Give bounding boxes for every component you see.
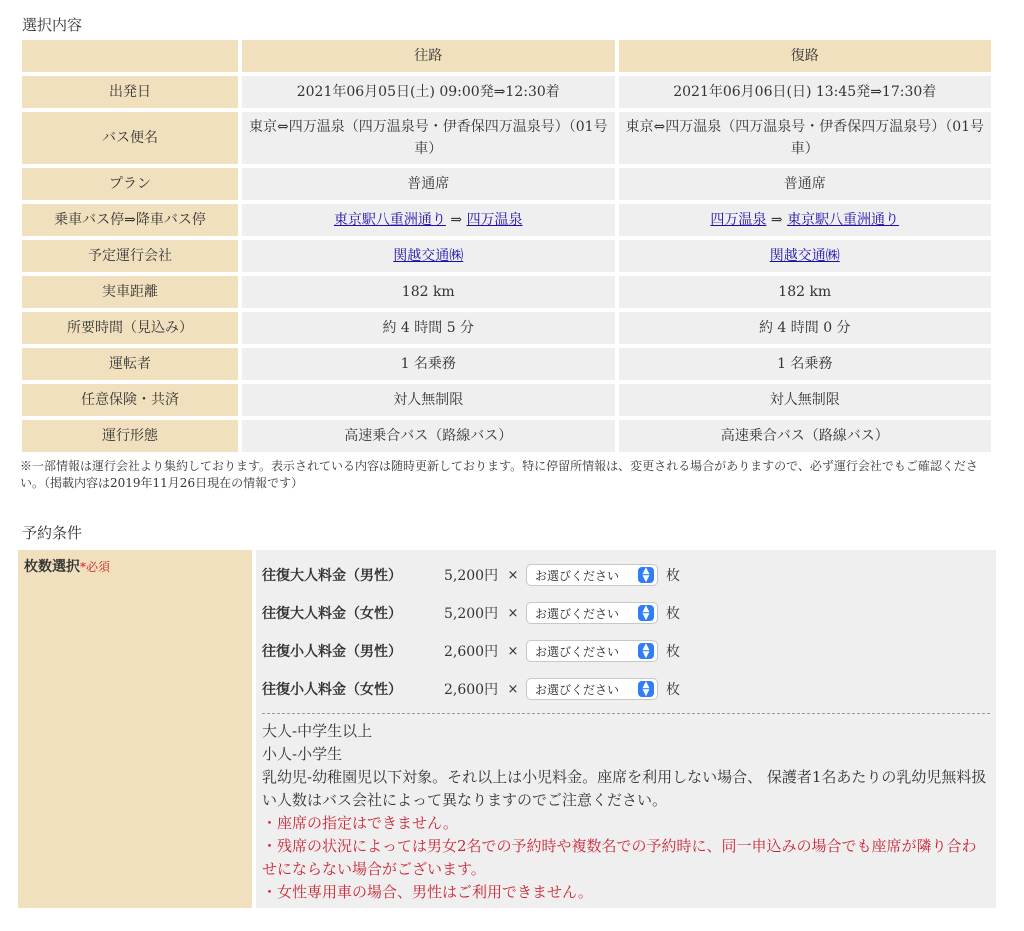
chevron-updown-icon: ▲ ▼ <box>638 643 654 659</box>
outbound-departure: 2021年06月05日(土) 09:00発⇒12:30着 <box>242 76 615 108</box>
row-label: 出発日 <box>22 76 238 108</box>
ticket-count-label-cell <box>18 550 252 908</box>
quantity-select-adult-male[interactable] <box>526 564 658 586</box>
quantity-select-child-female[interactable] <box>526 678 658 700</box>
return-boarding-stop-link[interactable]: 四万温泉 <box>710 212 767 228</box>
table-row <box>22 240 991 272</box>
outbound-duration: 約 4 時間 5 分 <box>242 312 615 344</box>
return-insurance: 対人無制限 <box>619 384 992 416</box>
selection-table <box>18 36 995 456</box>
return-operator <box>619 240 992 272</box>
outbound-bus-name: 東京⇔四万温泉（四万温泉号・伊香保四万温泉号）（01号車） <box>242 112 615 164</box>
select-value: お選びください <box>535 682 620 697</box>
row-label: 実車距離 <box>22 276 238 308</box>
outbound-operator-link[interactable]: 関越交通㈱ <box>393 248 464 264</box>
select-value: お選びください <box>535 644 620 659</box>
child-definition: 小人-小学生 <box>262 745 343 763</box>
arrow-text: ⇒ <box>445 212 467 228</box>
return-drivers: 1 名乗務 <box>619 348 992 380</box>
outbound-plan: 普通席 <box>242 168 615 200</box>
unit-label: 枚 <box>666 568 680 584</box>
divider <box>262 713 990 714</box>
unit-label: 枚 <box>666 606 680 622</box>
unit-label: 枚 <box>666 644 680 660</box>
adult-definition: 大人-中学生以上 <box>262 722 373 740</box>
chevron-updown-icon: ▲ ▼ <box>638 567 654 583</box>
fare-name: 往復小人料金（女性） <box>262 682 402 698</box>
return-operator-link[interactable]: 関越交通㈱ <box>769 248 840 264</box>
row-label: 運行形態 <box>22 420 238 452</box>
required-mark: *必須 <box>80 560 111 574</box>
return-departure: 2021年06月06日(日) 13:45発⇒17:30着 <box>619 76 992 108</box>
ticket-count-label: 枚数選択 <box>24 559 80 575</box>
row-label: 任意保険・共済 <box>22 384 238 416</box>
quantity-select-child-male[interactable] <box>526 640 658 662</box>
table-row <box>22 420 991 452</box>
selection-section-title: 選択内容 <box>22 16 83 34</box>
table-row <box>22 384 991 416</box>
return-duration: 約 4 時間 0 分 <box>619 312 992 344</box>
outbound-drivers: 1 名乗務 <box>242 348 615 380</box>
multiply-sign: × <box>507 681 519 697</box>
info-disclaimer: ※一部情報は運行会社より集約しております。表示されている内容は随時更新しております。特に停留所情報は、変更される場合がありますので、必ず運行会社でもご確認ください。（掲載内容は2019年11月26日現在の情報です） <box>20 459 978 490</box>
fare-price: 5,200円 <box>444 606 499 622</box>
table-corner <box>22 40 238 72</box>
row-label: 運転者 <box>22 348 238 380</box>
table-row <box>22 204 991 236</box>
outbound-boarding-stop-link[interactable]: 東京駅八重洲通り <box>333 212 446 228</box>
outbound-insurance: 対人無制限 <box>242 384 615 416</box>
table-row <box>22 312 991 344</box>
fare-price: 5,200円 <box>444 568 499 584</box>
select-value: お選びください <box>535 568 620 583</box>
return-service-type: 高速乗合バス（路線バス） <box>619 420 992 452</box>
row-label: バス便名 <box>22 112 238 164</box>
return-alighting-stop-link[interactable]: 東京駅八重洲通り <box>787 212 900 228</box>
fare-row <box>262 556 990 594</box>
return-stops <box>619 204 992 236</box>
table-row <box>22 76 991 108</box>
conditions-section-title: 予約条件 <box>22 524 83 542</box>
ticket-count-panel <box>256 550 996 908</box>
return-bus-name: 東京⇔四万温泉（四万温泉号・伊香保四万温泉号）（01号車） <box>619 112 992 164</box>
unit-label: 枚 <box>666 682 680 698</box>
table-row <box>22 348 991 380</box>
table-row <box>22 112 991 164</box>
infant-definition: 乳幼児-幼稚園児以下対象。それ以上は小児料金。座席を利用しない場合、 保護者1名あたりの乳幼児無料扱い人数はバス会社によって異なりますのでご注意ください。 <box>262 768 987 809</box>
outbound-service-type: 高速乗合バス（路線バス） <box>242 420 615 452</box>
warning-women-only: ・女性専用車の場合、男性はご利用できません。 <box>262 883 593 901</box>
fare-name: 往復小人料金（男性） <box>262 644 402 660</box>
fare-info <box>262 720 990 904</box>
multiply-sign: × <box>507 643 519 659</box>
outbound-stops <box>242 204 615 236</box>
fare-price: 2,600円 <box>444 644 499 660</box>
outbound-alighting-stop-link[interactable]: 四万温泉 <box>466 212 523 228</box>
row-label: プラン <box>22 168 238 200</box>
fare-name: 往復大人料金（女性） <box>262 606 402 622</box>
return-distance: 182 km <box>619 276 992 308</box>
outbound-operator <box>242 240 615 272</box>
row-label: 乗車バス停⇒降車バス停 <box>22 204 238 236</box>
row-label: 所要時間（見込み） <box>22 312 238 344</box>
fare-price: 2,600円 <box>444 682 499 698</box>
multiply-sign: × <box>507 605 519 621</box>
warning-seat-adjacency: ・残席の状況によっては男女2名での予約時や複数名での予約時に、同一申込みの場合でも座席が隣り合わせにならない場合がございます。 <box>262 837 977 878</box>
chevron-updown-icon: ▲ ▼ <box>638 605 654 621</box>
return-plan: 普通席 <box>619 168 992 200</box>
outbound-distance: 182 km <box>242 276 615 308</box>
arrow-text: ⇒ <box>766 212 788 228</box>
quantity-select-adult-female[interactable] <box>526 602 658 624</box>
row-label: 予定運行会社 <box>22 240 238 272</box>
fare-row <box>262 632 990 670</box>
fare-row <box>262 594 990 632</box>
warning-no-seat-selection: ・座席の指定はできません。 <box>262 814 458 832</box>
table-row <box>22 168 991 200</box>
fare-row <box>262 670 990 708</box>
return-header: 復路 <box>619 40 992 72</box>
fare-name: 往復大人料金（男性） <box>262 568 402 584</box>
select-value: お選びください <box>535 606 620 621</box>
multiply-sign: × <box>507 567 519 583</box>
table-row <box>22 276 991 308</box>
chevron-updown-icon: ▲ ▼ <box>638 681 654 697</box>
outbound-header: 往路 <box>242 40 615 72</box>
